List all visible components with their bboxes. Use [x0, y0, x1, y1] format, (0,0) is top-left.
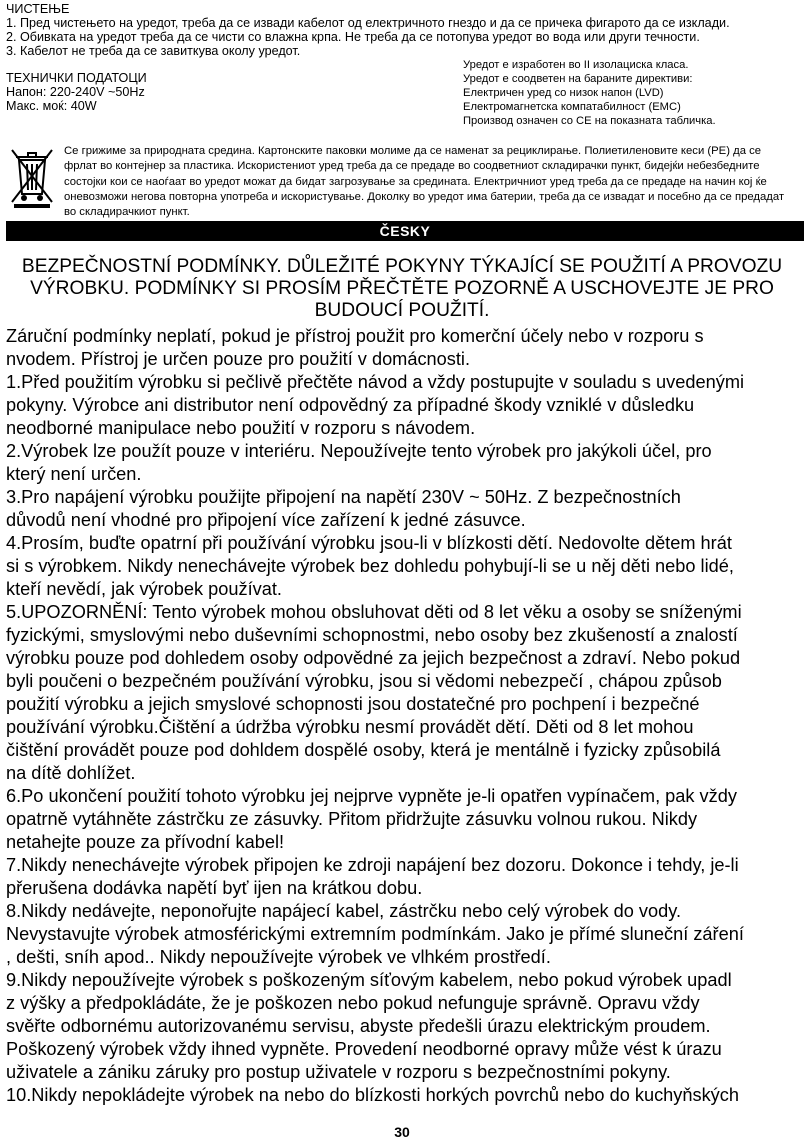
technical-data — [6, 71, 147, 113]
body-line: pokyny. Výrobce ani distributor není odpovědný za případné škody vzniklé v důsledku — [6, 395, 695, 415]
body-line: který není určen. — [6, 464, 142, 484]
compliance-line: Електричен уред со низок напон (LVD) — [463, 87, 664, 99]
body-line: 10.Nikdy nepokládejte výrobek na nebo do blízkosti horkých povrchů nebo do kuchyňských — [6, 1085, 739, 1105]
environment-line: состојки кои се наоѓаат во уредот можат да бидат загрозување за средината. Електричниот уред треба да се предаде на начин кој ќе — [64, 175, 767, 188]
body-line: čištění provádět pouze pod dohldem dospělé osoby, která je mentálně i fyzicky způsobilá — [6, 740, 721, 760]
body-line: uživatele a zániku záruky pro postup uživatele v rozporu s bezpečnostními pokyny. — [6, 1062, 671, 1082]
body-line: 4.Prosím, buďte opatrní při používání výrobku jsou-li v blízkosti dětí. Nedovolte dětem hrát — [6, 533, 732, 553]
safety-heading — [0, 256, 804, 322]
body-line: svěřte odbornému autorizovanému servisu, abyste předešli úrazu elektrickým proudem. — [6, 1016, 711, 1036]
safety-heading-line: BUDOUCÍ POUŽITÍ. — [314, 300, 490, 321]
body-line: 9.Nikdy nepoužívejte výrobek s poškozeným síťovým kabelem, nebo pokud výrobek upadl — [6, 970, 732, 990]
body-line: 3.Pro napájení výrobku použijte připojení na napětí 230V ~ 50Hz. Z bezpečnostních — [6, 487, 681, 507]
crossed-out-wheelie-bin-icon — [8, 144, 56, 208]
body-line: neodborné manipulace nebo použití v rozporu s návodem. — [6, 418, 476, 438]
body-line: Nevystavujte výrobek atmosférickými extremním podmínkám. Jako je přímé sluneční záření — [6, 924, 744, 944]
technical-data-title: ТЕХНИЧКИ ПОДАТОЦИ — [6, 71, 147, 85]
body-line: Poškozený výrobek vždy ihned vypněte. Provedení neodborné opravy může vést k úrazu — [6, 1039, 722, 1059]
cleaning-item: 1. Пред чистењето на уредот, треба да се извади кабелот од електричното гнездо и да се причека фигарото да се изклади. — [6, 16, 730, 30]
body-line: byli poučeni o bezpečném používání výrobku, jsou si vědomi nebezpečí , chápou způsob — [6, 671, 722, 691]
compliance-line: Производ означен со CE на показната табличка. — [463, 115, 716, 127]
page-number: 30 — [394, 1124, 410, 1140]
body-line: Záruční podmínky neplatí, pokud je přístroj použit pro komerční účely nebo v rozporu s — [6, 326, 704, 346]
environment-notice — [64, 144, 802, 220]
safety-heading-line: VÝROBKU. PODMÍNKY SI PROSÍM PŘEČTĚTE POZORNĚ A USCHOVEJTE JE PRO — [30, 278, 774, 299]
safety-instructions — [6, 325, 804, 1107]
body-line: na dítě dohlížet. — [6, 763, 136, 783]
body-line: použití výrobku a jejich smyslové schopnosti jsou dostatečné pro pochpení i bezpečné — [6, 694, 700, 714]
body-line: netahejte pouze za přívodní kabel! — [6, 832, 285, 852]
body-line: 6.Po ukončení použití tohoto výrobku jej nejprve vypněte je-li opatřen vypínačem, pak vždy — [6, 786, 737, 806]
body-line: fyzickými, smyslovými nebo duševními schopnostmi, nebo osoby bez zkušeností a znalostí — [6, 625, 738, 645]
environment-line: Се грижиме за природната средина. Картонските паковки молиме да се наменат за рециклирање. Полиетиленовите кеси (PE) да се — [64, 145, 762, 157]
safety-heading-line: BEZPEČNOSTNÍ PODMÍNKY. DŮLEŽITÉ POKYNY TÝKAJÍCÍ SE POUŽITÍ A PROVOZU — [21, 256, 783, 277]
body-line: 1.Před použitím výrobku si pečlivě přečtěte návod a vždy postupujte v souladu s uvedenými — [6, 372, 745, 392]
body-line: nvodem. Přístroj je určen pouze pro použití v domácnosti. — [6, 349, 471, 369]
cleaning-item: 2. Обивката на уредот треба да се чисти со влажна крпа. Не треба да се потопува уредот во вода или други течности. — [6, 30, 700, 44]
body-line: výrobku pouze pod dohledem osoby odpovědné za jejich bezpečnost a zdraví. Nebo pokud — [6, 648, 741, 668]
environment-line: оневозможи негова повторна употреба и искористување. Доколку во уредот има батерии, треба да се извадат и посебно да се предадат — [64, 190, 785, 203]
cleaning-title: ЧИСТЕЊЕ — [6, 2, 70, 16]
language-section-bar: ČESKY — [6, 221, 804, 241]
compliance-line: Уредот е соодветен на бараните директиви: — [463, 73, 693, 85]
body-line: kteří nevědí, jak výrobek používat. — [6, 579, 282, 599]
technical-data-power: Макс. моќ: 40W — [6, 99, 97, 113]
body-line: používání výrobku.Čištění a údržba výrobku nesmí provádět dětí. Děti od 8 let mohou — [6, 717, 694, 737]
environment-line: во складирачкиот пункт. — [64, 206, 190, 219]
technical-data-voltage: Напон: 220-240V ~50Hz — [6, 85, 145, 99]
body-line: 7.Nikdy nenechávejte výrobek připojen ke zdroji napájení bez dozoru. Dokonce i tehdy, je-li — [6, 855, 739, 875]
body-line: přerušena dodávka napětí byť ijen na krátkou dobu. — [6, 878, 423, 898]
cleaning-section — [6, 2, 798, 58]
body-line: z výšky a předpokládáte, že je poškozen nebo pokud nefunguje správně. Opravu vždy — [6, 993, 700, 1013]
compliance-block — [463, 58, 716, 128]
compliance-line: Електромагнетска компатабилност (EMC) — [463, 101, 681, 113]
body-line: 5.UPOZORNĚNÍ: Tento výrobek mohou obsluhovat děti od 8 let věku a osoby se sníženými — [6, 602, 742, 622]
cleaning-item: 3. Кабелот не треба да се завиткува околу уредот. — [6, 44, 301, 58]
body-line: , dešti, sníh apod.. Nikdy nepoužívejte výrobek ve vlhkém prostředí. — [6, 947, 551, 967]
compliance-line: Уредот е изработен во II изолациска класа. — [463, 59, 689, 71]
body-line: opatrně vytáhněte zástrčku ze zásuvky. Přitom přidržujte zásuvku volnou rukou. Nikdy — [6, 809, 698, 829]
body-line: si s výrobkem. Nikdy nenechávejte výrobek bez dohledu pohybují-li se u něj děti nebo lidé, — [6, 556, 734, 576]
environment-line: фрлат во контејнер за пластика. Искористениот уред треба да се предаде во соодветниот складирачки пункт, бидејќи небезбедните — [64, 160, 760, 173]
body-line: 8.Nikdy nedávejte, neponořujte napájecí kabel, zástrčku nebo celý výrobek do vody. — [6, 901, 682, 921]
body-line: důvodů není vhodné pro připojení více zařízení k jedné zásuvce. — [6, 510, 526, 530]
body-line: 2.Výrobek lze použít pouze v interiéru. Nepoužívejte tento výrobek pro jakýkoli účel, pro — [6, 441, 712, 461]
